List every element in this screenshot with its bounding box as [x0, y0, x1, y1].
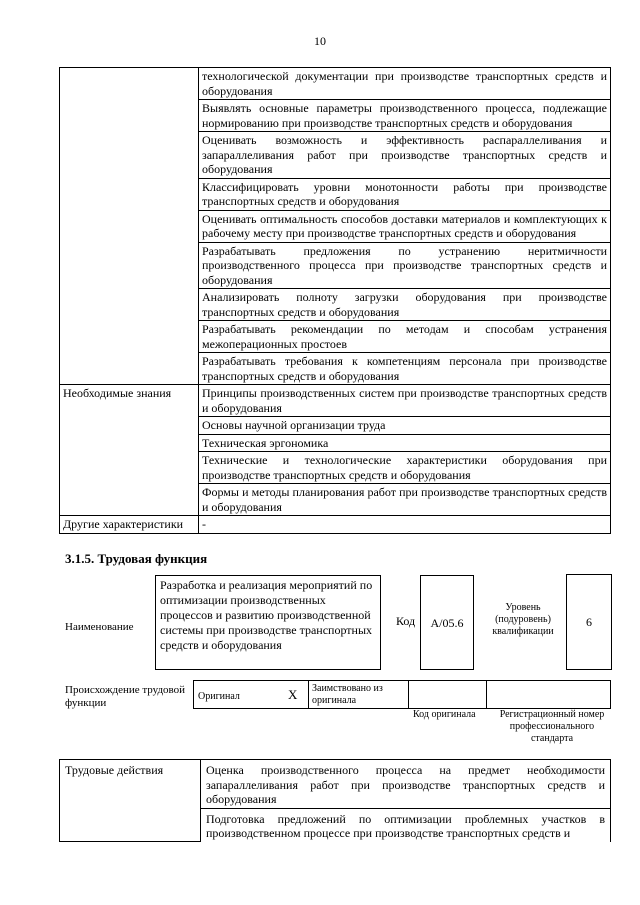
- origin-label: Происхождение трудовой функции: [65, 684, 186, 709]
- other-label: Другие характеристики: [60, 516, 199, 534]
- code-value-box: [420, 575, 474, 670]
- knowledge-row: Основы научной организации труда: [199, 417, 611, 435]
- name-label: Наименование: [65, 621, 134, 633]
- skill-row: Разрабатывать предложения по устранению неритмичности производственного процесса при производстве транспортных средств и оборудования: [199, 242, 611, 289]
- actions-label: Трудовые действия: [60, 760, 201, 842]
- name-value-box: [155, 575, 381, 670]
- action-row: Подготовка предложений по оптимизации проблемных участков в производственном процессе при производстве транспортных средств и: [201, 808, 611, 842]
- skill-row: Классифицировать уровни монотонности работы при производстве транспортных средств и оборудования: [199, 178, 611, 210]
- skill-row: Оценивать оптимальность способов доставки материалов и комплектующих к рабочему месту при производстве транспортных средств и оборудования: [199, 210, 611, 242]
- skill-row: Выявлять основные параметры производственного процесса, подлежащие нормированию при производстве транспортных средств и оборудования: [199, 100, 611, 132]
- original-mark: X: [288, 687, 298, 702]
- level-value: 6: [586, 615, 592, 629]
- page-number: 10: [314, 34, 326, 48]
- skill-row: технологической документации при производстве транспортных средств и оборудования: [199, 68, 611, 100]
- borrowed-label: Заимствовано из оригинала: [312, 683, 383, 706]
- code-value: А/05.6: [430, 616, 464, 630]
- skills-label-cell: [60, 68, 199, 385]
- actions-table: [59, 759, 611, 842]
- section-heading: 3.1.5. Трудовая функция: [65, 551, 208, 566]
- action-row: Оценка производственного процесса на предмет необходимости запараллеливания работ при производстве транспортных средств и оборудования: [201, 760, 611, 809]
- skill-row: Разрабатывать рекомендации по методам и способам устранения межоперационных простоев: [199, 321, 611, 353]
- knowledge-label: Необходимые знания: [60, 385, 199, 516]
- other-value: -: [199, 516, 611, 534]
- level-label: Уровень (подуровень) квалификации: [492, 602, 554, 637]
- skill-row: Анализировать полноту загрузки оборудования при производстве транспортных средств и оборудования: [199, 289, 611, 321]
- name-value: Разработка и реализация мероприятий по оптимизации производственных процессов и развитию производственной системы при производстве транспортных средств и оборудования: [160, 578, 373, 652]
- original-label: Оригинал: [198, 691, 240, 702]
- knowledge-row: Формы и методы планирования работ при производстве транспортных средств и оборудования: [199, 484, 611, 516]
- origin-divider: [486, 680, 487, 709]
- knowledge-row: Принципы производственных систем при производстве транспортных средств и оборудования: [199, 385, 611, 417]
- knowledge-row: Технические и технологические характеристики оборудования при производстве транспортных средств и оборудования: [199, 452, 611, 484]
- requirements-table: [59, 67, 611, 534]
- skill-row: Разрабатывать требования к компетенциям персонала при производстве транспортных средств и оборудования: [199, 353, 611, 385]
- knowledge-row: Техническая эргономика: [199, 434, 611, 452]
- code-original-caption: Код оригинала: [413, 709, 476, 720]
- code-label: Код: [396, 614, 416, 628]
- level-value-box: [566, 574, 612, 670]
- reg-number-caption: Регистрационный номер профессионального стандарта: [499, 709, 605, 744]
- origin-divider: [308, 680, 309, 709]
- origin-divider: [408, 680, 409, 709]
- skill-row: Оценивать возможность и эффективность распараллеливания и запараллеливания работ при производстве транспортных средств и оборудования: [199, 132, 611, 179]
